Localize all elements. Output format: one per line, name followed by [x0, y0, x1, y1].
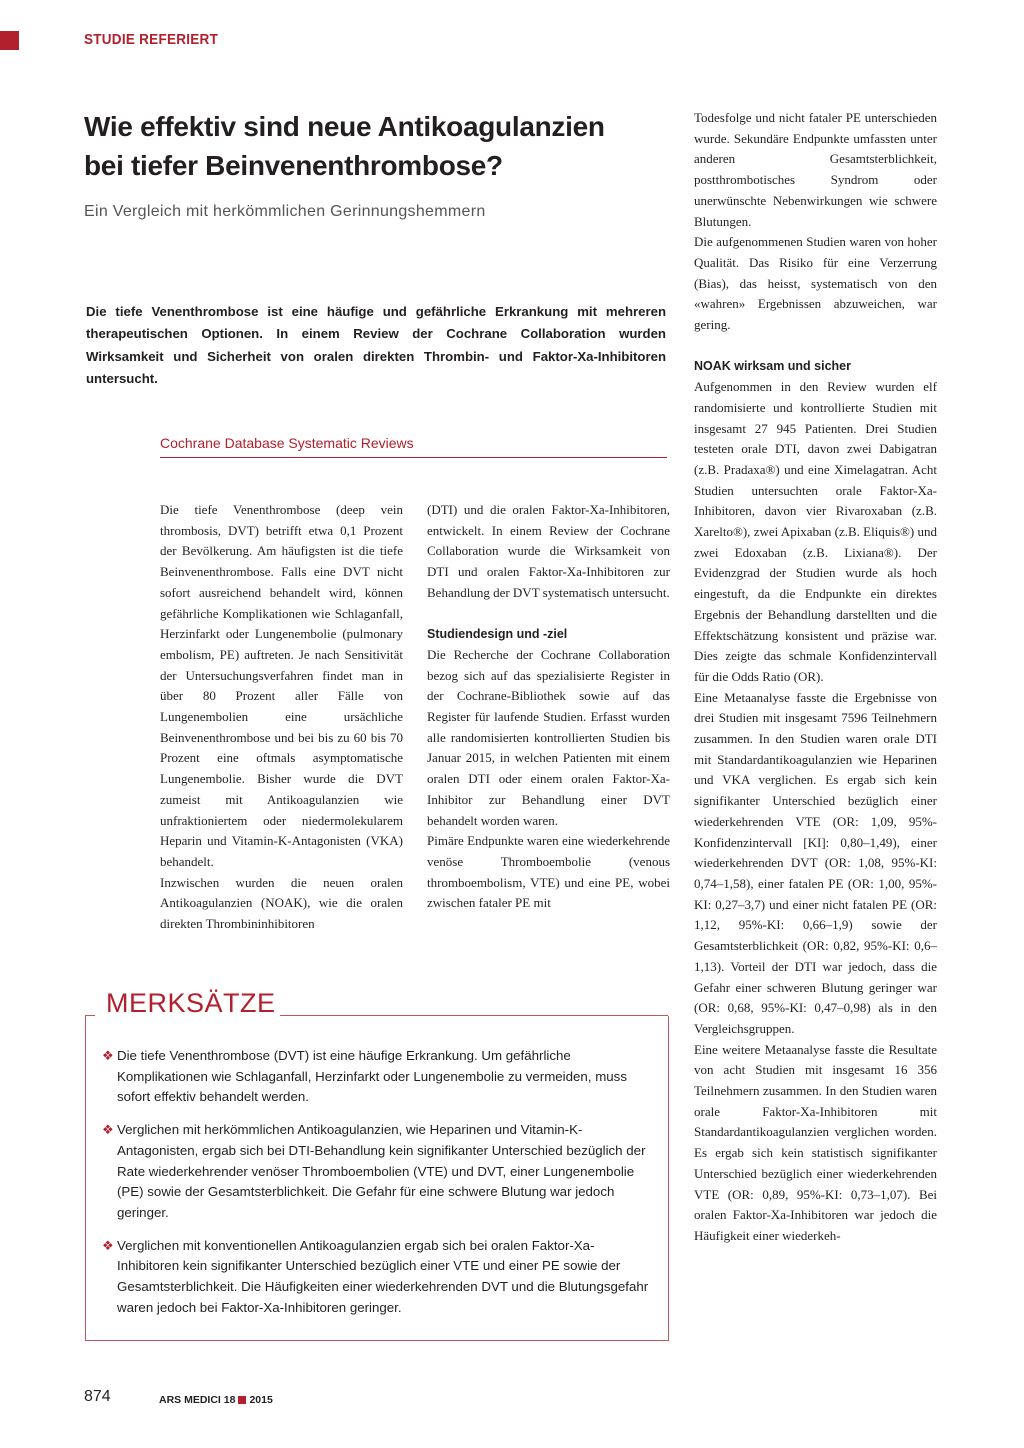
paragraph: Pimäre Endpunkte waren eine wiederkehrende venöse Thromboembolie (venous thromboembolism, VTE) und eine PE, wobei zwischen fataler PE mit [427, 833, 670, 911]
article-title-line2: bei tiefer Beinvenenthrombose? [84, 150, 503, 181]
body-column-2 [427, 500, 670, 914]
article-subtitle: Ein Vergleich mit herkömmlichen Gerinnungshemmern [84, 203, 486, 220]
section-heading: NOAK wirksam und sicher [694, 359, 851, 374]
lead-paragraph: Die tiefe Venenthrombose ist eine häufige und gefährliche Erkrankung mit mehreren therapeutischen Optionen. In einem Review der Cochrane Collaboration wurden Wirksamkeit und Sicherheit von oralen direkten Thrombin- und Faktor-Xa-Inhibitoren untersucht. [86, 304, 666, 386]
footer-journal [159, 1394, 273, 1406]
journal-name: ARS MEDICI 18 [159, 1394, 236, 1406]
body-column-3 [694, 108, 937, 1247]
paragraph: Aufgenommen in den Review wurden elf randomisierte und kontrollierte Studien mit insgesamt 27 945 Patienten. Drei Studien testeten orale DTI, davon zwei Dabigatran (z.B. Pradaxa®) und eine Ximelagatran. Acht Studien untersuchten orale Faktor-Xa-Inhibitoren, davon vier Rivaroxaban (z.B. Xarelto®), zwei Apixaban (z.B. Eliquis®) und zwei Edoxaban (z.B. Lixiana®). Der Evidenzgrad der Studien wurde als hoch eingestuft, da die Endpunkte ein direktes Ergebnis der Behandlung darstellten und die Effektschätzung konsistent und präzise war. Dies zeigte das schmale Konfidenzintervall für die Odds Ratio (OR). [694, 379, 937, 684]
article-title [84, 107, 654, 185]
list-item [102, 1120, 650, 1224]
corner-square-marker [0, 31, 19, 50]
list-item-text: Verglichen mit herkömmlichen Antikoagulanzien, wie Heparinen und Vitamin-K-Antagonisten, ergab sich bei DTI-Behandlung kein signifikanter Unterschied bezüglich der Rate wiederkehrender venöser Thromboembolien (VTE) und DVT, einer Lungenembolie (PE) sowie der Gesamtsterblichkeit. Die Gefahr für eine schwere Blutung war jedoch geringer. [117, 1122, 646, 1220]
paragraph: Die aufgenommenen Studien waren von hoher Qualität. Das Risiko für eine Verzerrung (Bias), das heisst, systematisch von den «wahren» Ergebnissen abzuweichen, war gering. [694, 234, 937, 333]
diamond-bullet-icon: ❖ [102, 1122, 114, 1138]
journal-year: 2015 [249, 1394, 273, 1406]
paragraph: Die Recherche der Cochrane Collaboration bezog sich auf das spezialisierte Register in der Cochrane-Bibliothek sowie auf das Register für laufende Studien. Erfasst wurden alle randomisierten kontrollierten Studien bis Januar 2015, in welchen Patienten mit einem oralen DTI oder einem oralen Faktor-Xa-Inhibitor zur Behandlung einer DVT behandelt worden waren. [427, 646, 670, 828]
merksaetze-heading: MERKSÄTZE [102, 988, 280, 1019]
paragraph: (DTI) und die oralen Faktor-Xa-Inhibitoren, entwickelt. In einem Review der Cochrane Collaboration wurde die Wirksamkeit von DTI und oralen Faktor-Xa-Inhibitoren zur Behandlung der DVT systematisch untersucht. [427, 502, 670, 600]
merksaetze-list [102, 1046, 650, 1330]
list-item-text: Verglichen mit konventionellen Antikoagulanzien ergab sich bei oralen Faktor-Xa-Inhibitoren kein signifikanter Unterschied bezüglich einer VTE und einer PE sowie der Gesamtsterblichkeit. Die Häufigkeiten einer wiederkehrenden DVT und die Blutungsgefahr waren jedoch bei Faktor-Xa-Inhibitoren geringer. [117, 1237, 649, 1315]
body-column-1 [160, 500, 403, 935]
paragraph: Die tiefe Venenthrombose (deep vein thrombosis, DVT) betrifft etwa 0,1 Prozent der Bevölkerung. Am häufigsten ist die tiefe Beinvenenthrombose. Falls eine DVT nicht sofort ausreichend behandelt wird, können gefährliche Komplikationen wie Schlaganfall, Herzinfarkt oder Lungenembolie (pulmonary embolism, PE) auftreten. Je nach Sensitivität der Untersuchungsverfahren findet man in über 80 Prozent aller Fälle von Lungenembolien eine ursächliche Beinvenenthrombose und bei bis zu 60 bis 70 Prozent eine oftmals asymptomatische Lungenembolie. Bisher wurde die DVT zumeist mit Antikoagulanzien wie unfraktioniertem oder niedermolekularem Heparin und Vitamin-K-Antagonisten (VKA) behandelt. [160, 502, 403, 869]
list-item [102, 1046, 650, 1108]
section-label: STUDIE REFERIERT [84, 31, 219, 48]
source-reference: Cochrane Database Systematic Reviews [160, 435, 667, 458]
article-title-line1: Wie effektiv sind neue Antikoagulanzien [84, 111, 605, 142]
diamond-bullet-icon: ❖ [102, 1048, 114, 1063]
paragraph: Eine Metaanalyse fasste die Ergebnisse von drei Studien mit insgesamt 7596 Teilnehmern zusammen. In den Studien waren orale DTI mit Standardantikoagulanzien wie Heparinen und VKA verglichen. Es ergab sich kein signifikanter Unterschied bezüglich einer wiederkehrenden VTE (OR: 1,09, 95%-Konfidenzintervall [KI]: 0,80–1,49), einer wiederkehrenden DVT (OR: 1,08, 95%-KI: 0,74–1,58), einer fatalen PE (OR: 1,00, 95%-KI: 0,27–3,7) und einer nicht fatalen PE (OR: 1,12, 95%-KI: 0,66–1,9) sowie der Gesamtsterblichkeit (OR: 0,82, 95%-KI: 0,6–1,13). Vorteil der DTI war jedoch, dass die Gefahr einer schweren Blutung geringer war (OR: 0,68, 95%-KI: 0,47–0,98) als in den Vergleichsgruppen. [694, 689, 937, 1036]
footer-square-marker [238, 1396, 246, 1404]
merksaetze-top-rule-right [268, 1015, 668, 1016]
diamond-bullet-icon: ❖ [102, 1237, 114, 1253]
list-item-text: Die tiefe Venenthrombose (DVT) ist eine häufige Erkrankung. Um gefährliche Komplikationen wie Schlaganfall, Herzinfarkt oder Lungenembolie zu vermeiden, muss sofort effektiv behandelt werden. [117, 1048, 627, 1105]
paragraph: Inzwischen wurden die neuen oralen Antikoagulanzien (NOAK), wie die oralen direkten Thrombininhibitoren [160, 874, 403, 932]
section-heading: Studiendesign und -ziel [427, 627, 568, 642]
paragraph: Todesfolge und nicht fataler PE unterschieden wurde. Sekundäre Endpunkte umfassten unter anderen Gesamtsterblichkeit, postthrombotisches Syndrom oder unerwünschte Nebenwirkungen wie schwere Blutungen. [694, 110, 937, 229]
page-number: 874 [84, 1388, 111, 1405]
paragraph: Eine weitere Metaanalyse fasste die Resultate von acht Studien mit insgesamt 16 356 Teilnehmern zusammen. In den Studien waren orale Faktor-Xa-Inhibitoren mit Standardantikoagulanzien verglichen worden. Es ergab sich kein statistisch signifikanter Unterschied bezüglich einer wiederkehrenden VTE (OR: 0,89, 95%-KI: 0,73–1,07). Bei oralen Faktor-Xa-Inhibitoren war jedoch die Häufigkeit einer wiederkeh- [694, 1041, 937, 1243]
merksaetze-top-rule-left [85, 1015, 95, 1016]
list-item [102, 1236, 650, 1319]
